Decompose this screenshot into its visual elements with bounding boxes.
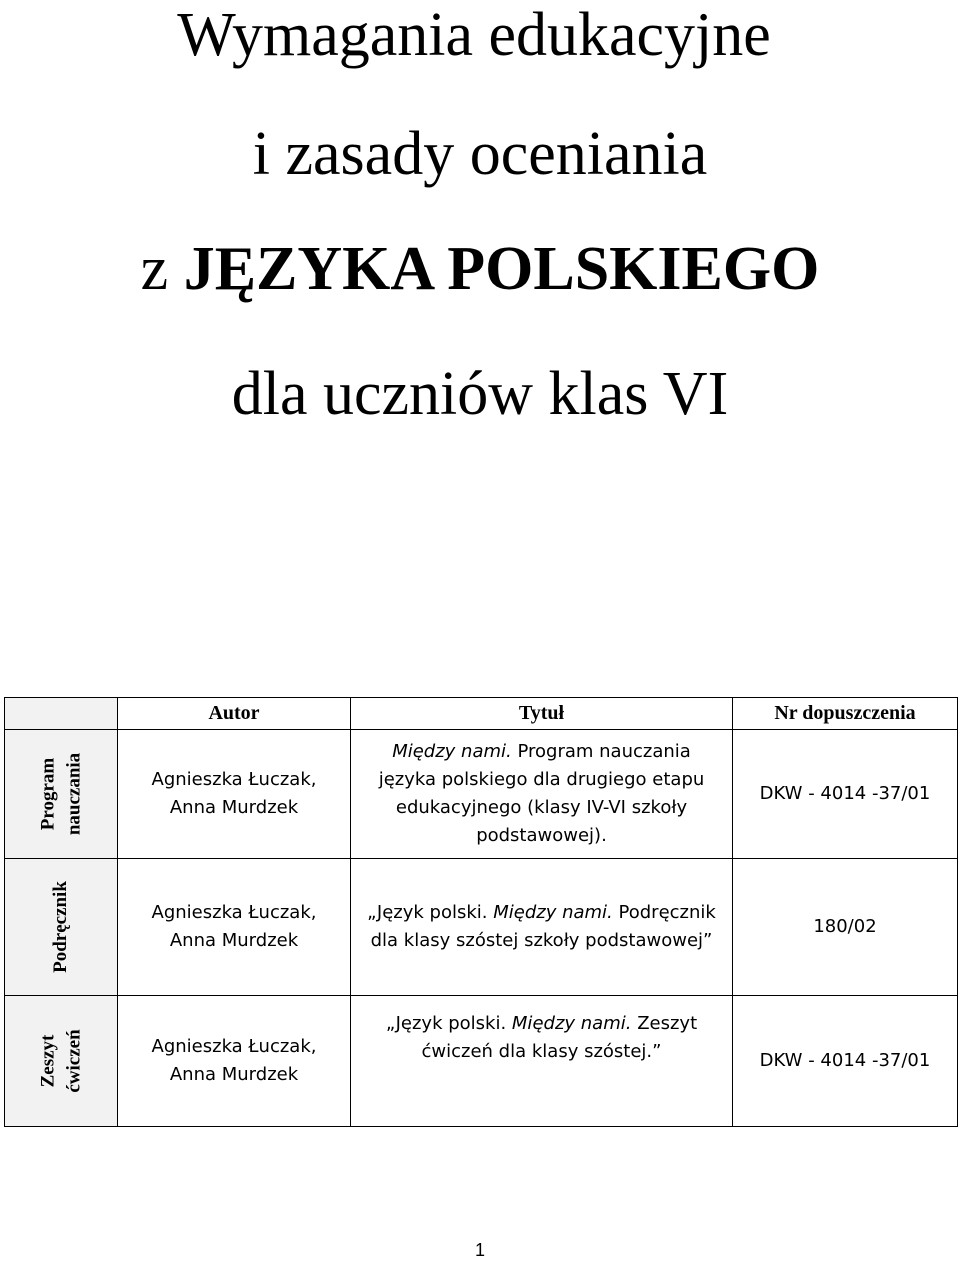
author-line: Anna Murdzek [169, 797, 299, 818]
title-pre: „Język polski. [385, 1013, 512, 1034]
author-line: Anna Murdzek [169, 930, 299, 951]
page-number: 1 [474, 1240, 485, 1260]
table-header-row [5, 698, 958, 730]
materials-table [4, 697, 958, 1127]
table-row [5, 996, 958, 1127]
title-line-3-subject: JĘZYKA POLSKIEGO [183, 235, 820, 303]
title-line [351, 738, 732, 766]
row-label-line: Zeszyt [37, 1034, 59, 1088]
header-author: Autor [118, 698, 351, 730]
row-label-line: nauczania [63, 752, 84, 836]
row-label-textbook [5, 859, 118, 996]
row-label-line: Program [37, 757, 59, 831]
title-cell [351, 730, 733, 859]
author-cell [118, 859, 351, 996]
title-line-2: i zasady oceniania [252, 120, 708, 188]
title-line-4: dla uczniów klas VI [231, 360, 729, 428]
title-pre: „Język polski. [367, 902, 494, 923]
title-rest: Program nauczania [511, 741, 691, 762]
author-line: Agnieszka Łuczak, [151, 902, 317, 923]
title-line-3 [0, 235, 960, 303]
title-line-1: Wymagania edukacyjne [177, 1, 771, 69]
title-line: języka polskiego dla drugiego etapu [378, 769, 705, 790]
row-label-text [48, 881, 74, 973]
row-label-text [35, 1029, 86, 1092]
title-line: dla klasy szóstej szkoły podstawowej” [370, 930, 713, 951]
header-title: Tytuł [351, 698, 733, 730]
title-line-3-prefix: z [140, 235, 169, 303]
author-line: Anna Murdzek [169, 1064, 299, 1085]
table-row [5, 859, 958, 996]
title-line: edukacyjnego (klasy IV-VI szkoły [395, 797, 688, 818]
title-cell [351, 996, 733, 1127]
author-line: Agnieszka Łuczak, [151, 1036, 317, 1057]
row-label-text [35, 753, 86, 835]
title-line: ćwiczeń dla klasy szóstej.” [421, 1041, 662, 1062]
author-cell [118, 730, 351, 859]
header-approval: Nr dopuszczenia [733, 698, 958, 730]
approval-cell: 180/02 [733, 859, 958, 996]
title-italic: Między nami. [392, 741, 512, 762]
row-label-program [5, 730, 118, 859]
header-corner [5, 698, 118, 730]
table-row [5, 730, 958, 859]
author-line: Agnieszka Łuczak, [151, 769, 317, 790]
row-label-line: ćwiczeń [63, 1029, 84, 1093]
approval-cell: DKW - 4014 -37/01 [733, 996, 958, 1127]
title-line [351, 899, 732, 927]
title-rest: Podręcznik [612, 902, 716, 923]
title-rest: Zeszyt [631, 1013, 698, 1034]
approval-cell: DKW - 4014 -37/01 [733, 730, 958, 859]
title-cell [351, 859, 733, 996]
row-label-workbook [5, 996, 118, 1127]
title-line [351, 1010, 732, 1038]
title-italic: Między nami. [511, 1013, 632, 1034]
author-cell [118, 996, 351, 1127]
row-label-line: Podręcznik [50, 881, 72, 973]
title-line: podstawowej). [476, 825, 607, 846]
title-italic: Między nami. [493, 902, 613, 923]
